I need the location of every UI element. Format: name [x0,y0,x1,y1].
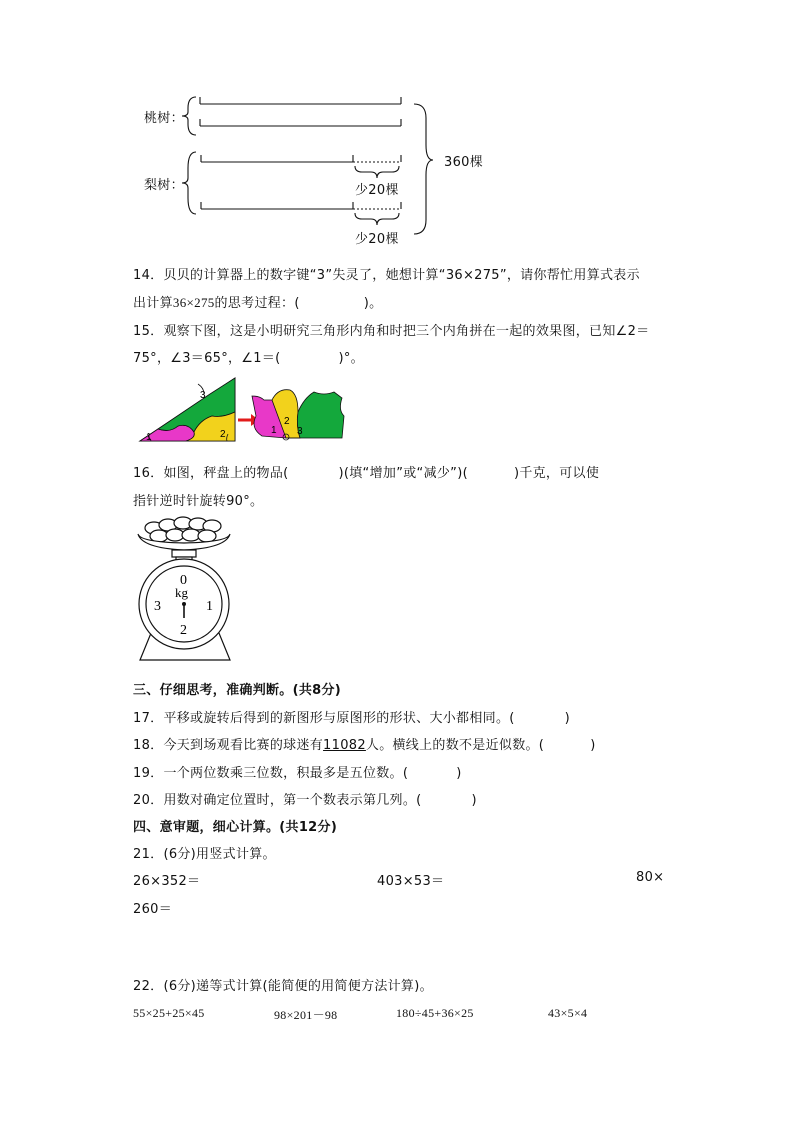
q17-close: ) [564,711,570,726]
dial-number-1: 1 [206,599,213,614]
q14-text-b: 的思考过程：( [214,296,300,311]
q18-text-a: 18．今天到场观看比赛的球迷有 [133,738,324,753]
tree-line-diagram [0,0,794,260]
angle-label-1-original: 1 [146,432,152,443]
q18-close: ) [590,738,596,753]
q18-underlined-number: 11082 [323,738,366,753]
q18 [133,734,596,753]
angle-label-2-combined: 2 [284,416,290,427]
q15-line1: 15．观察下图，这是小明研究三角形内角和时把三个内角拼在一起的效果图，已知∠2＝ [133,324,650,339]
q22-item-3: 180÷45+36×25 [396,1006,474,1020]
total-trees-label: 360棵 [444,155,484,170]
q21-item-2: 403×53＝ [377,874,445,889]
q22-item-4: 43×5×4 [548,1006,588,1020]
q22-title: 22．(6分)递等式计算(能简便的用简便方法计算)。 [133,979,433,994]
q18-text-b: 人。横线上的数不是近似数。( [365,738,545,753]
q21-item-3: 80× [636,870,665,885]
peach-label: 桃树： [144,111,184,126]
section4-title: 四、意审题，细心计算。(共12分) [133,820,338,835]
q19-close: ) [456,766,462,781]
q15-line2 [133,347,364,366]
less-20-label-1: 少20棵 [355,183,399,198]
q14-line2 [133,292,382,311]
angle-label-3-combined: 3 [297,426,303,437]
less-20-label-2: 少20棵 [355,232,399,247]
q21-item-3-continued: 260＝ [133,902,173,917]
section3-title: 三、仔细思考，准确判断。(共8分) [133,683,342,698]
kitchen-scale-figure [132,512,242,668]
q21-item-1: 26×352＝ [133,874,201,889]
q19-text: 19．一个两位数乘三位数，积最多是五位数。( [133,766,409,781]
q16-text-a: 16．如图，秤盘上的物品( [133,466,289,481]
q16-line1 [133,462,599,481]
q20 [133,789,477,808]
q20-text: 20．用数对确定位置时，第一个数表示第几列。( [133,793,422,808]
dial-unit-kg: kg [175,585,188,600]
q19 [133,762,462,781]
q22-item-2: 98×201－98 [274,1008,338,1022]
q15-text-a: 75°，∠3＝65°，∠1＝( [133,351,281,366]
q21-title: 21．(6分)用竖式计算。 [133,847,276,862]
pear-label: 梨树： [144,178,184,193]
triangle-angles-figure [138,376,348,444]
dial-number-3: 3 [154,599,161,614]
angle-label-3-original: 3 [200,390,206,401]
dial-number-2: 2 [180,623,187,638]
q16-text-c: )千克，可以使 [513,466,600,481]
angle-label-2-original: 2 [220,429,226,440]
dial-number-0: 0 [180,573,187,588]
q17-text: 17．平移或旋转后得到的新图形与原图形的形状、大小都相同。( [133,711,515,726]
q20-close: ) [471,793,477,808]
q14-expression: 36×275 [172,295,215,310]
q16-text-b: )(填“增加”或“减少”)( [338,466,468,481]
q14-line1: 14．贝贝的计算器上的数字键“3”失灵了，她想计算“36×275”，请你帮忙用算式表示 [133,268,640,283]
q22-item-1: 55×25+25×45 [133,1006,205,1020]
q14-text-a: 出计算 [133,296,173,311]
q16-line2: 指针逆时针旋转90°。 [133,494,264,509]
angle-label-1-combined: 1 [271,425,277,436]
q17 [133,707,570,726]
q14-text-c: )。 [363,296,383,311]
q15-text-b: )°。 [338,351,364,366]
